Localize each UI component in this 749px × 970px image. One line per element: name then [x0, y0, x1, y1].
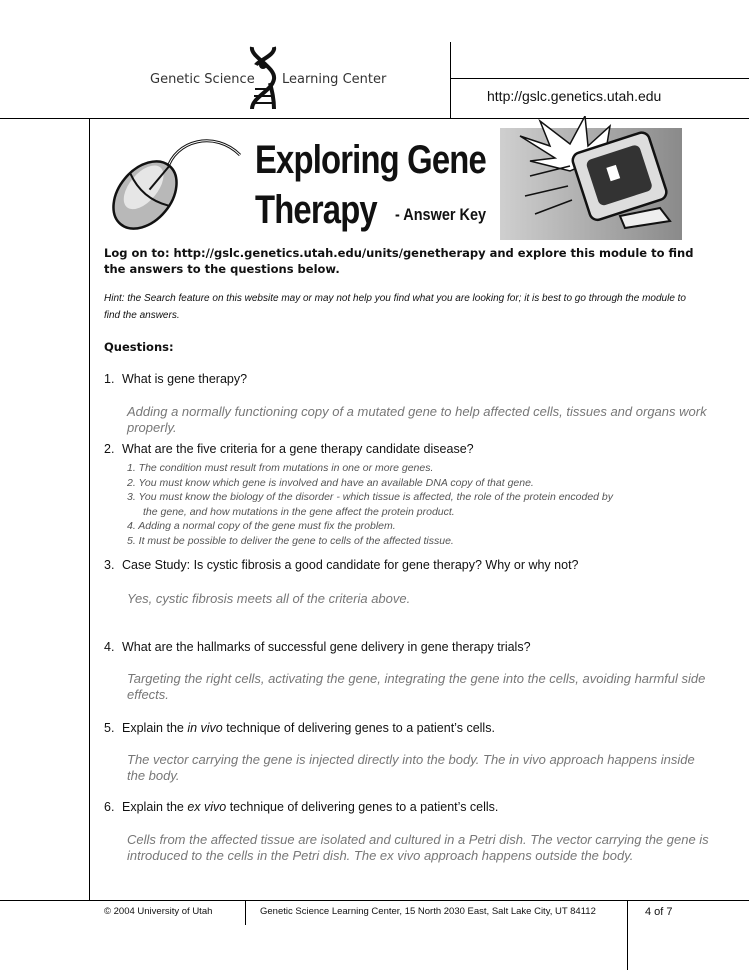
gslc-logo	[150, 45, 450, 115]
page-number: 4 of 7	[645, 906, 673, 918]
criteria-item: 5. It must be possible to deliver the gene to cells of the affected tissue.	[127, 534, 454, 547]
hint-text: Hint: the Search feature on this website may or may not help you find what you are looking for; it is best to go through the module to find the answers.	[104, 293, 686, 321]
question-2: 2. What are the five criteria for a gene therapy candidate disease?	[104, 442, 474, 456]
page-subtitle: - Answer Key	[395, 205, 487, 224]
page-title-line1: Exploring Gene	[255, 138, 486, 182]
footer-copyright: © 2004 University of Utah	[104, 906, 213, 917]
criteria-item: 2. You must know which gene is involved and have an available DNA copy of that gene.	[127, 476, 534, 489]
footer-divider	[627, 900, 628, 970]
answer-4: Targeting the right cells, activating the gene, integrating the gene into the cells, avoiding harmful side effects.	[127, 671, 706, 702]
computer-monitor-icon	[510, 116, 690, 231]
answer-3: Yes, cystic fibrosis meets all of the criteria above.	[127, 591, 411, 606]
answer-6: Cells from the affected tissue are isolated and cultured in a Petri dish. The vector carrying the gene is introduced to the cells in the Petri dish. The ex vivo approach happens outside the body.	[127, 832, 709, 863]
question-4: 4. What are the hallmarks of successful gene delivery in gene therapy trials?	[104, 640, 531, 654]
answer-5: The vector carrying the gene is injected directly into the body. The in vivo approach happens inside the body.	[127, 752, 695, 783]
logo-text-left: Genetic Science	[150, 72, 255, 87]
header-divider-vertical	[450, 42, 451, 118]
computer-mouse-icon	[105, 130, 245, 235]
question-6: 6. Explain the ex vivo technique of delivering genes to a patient’s cells.	[104, 800, 499, 814]
criteria-item: 3. You must know the biology of the disorder - which tissue is affected, the role of the protein encoded by	[127, 491, 614, 503]
logo-text-right: Learning Center	[282, 72, 387, 87]
header-url[interactable]: http://gslc.genetics.utah.edu	[487, 88, 662, 104]
header-divider-horizontal	[450, 78, 749, 79]
criteria-item: 4. Adding a normal copy of the gene must fix the problem.	[127, 520, 396, 532]
answer-1: Adding a normally functioning copy of a mutated gene to help affected cells, tissues and organs work properly.	[127, 404, 707, 435]
left-margin-rule	[89, 118, 90, 900]
footer-rule	[0, 900, 749, 901]
footer-divider	[245, 900, 246, 925]
criteria-item: 1. The condition must result from mutations in one or more genes.	[127, 462, 434, 474]
intro-instructions: Log on to: http://gslc.genetics.utah.edu/units/genetherapy and explore this module to find the answers to the questions below.	[104, 246, 694, 276]
questions-heading: Questions:	[104, 340, 174, 354]
question-5: 5. Explain the in vivo technique of delivering genes to a patient’s cells.	[104, 721, 495, 735]
criteria-list	[127, 461, 707, 548]
page-title-line2: Therapy	[255, 188, 377, 232]
question-3: 3. Case Study: Is cystic fibrosis a good candidate for gene therapy? Why or why not?	[104, 558, 579, 572]
footer-address: Genetic Science Learning Center, 15 North 2030 East, Salt Lake City, UT 84112	[260, 906, 596, 917]
dna-helix-icon	[246, 45, 280, 111]
criteria-item: the gene, and how mutations in the gene affect the protein product.	[143, 505, 455, 518]
question-1: 1. What is gene therapy?	[104, 372, 248, 386]
